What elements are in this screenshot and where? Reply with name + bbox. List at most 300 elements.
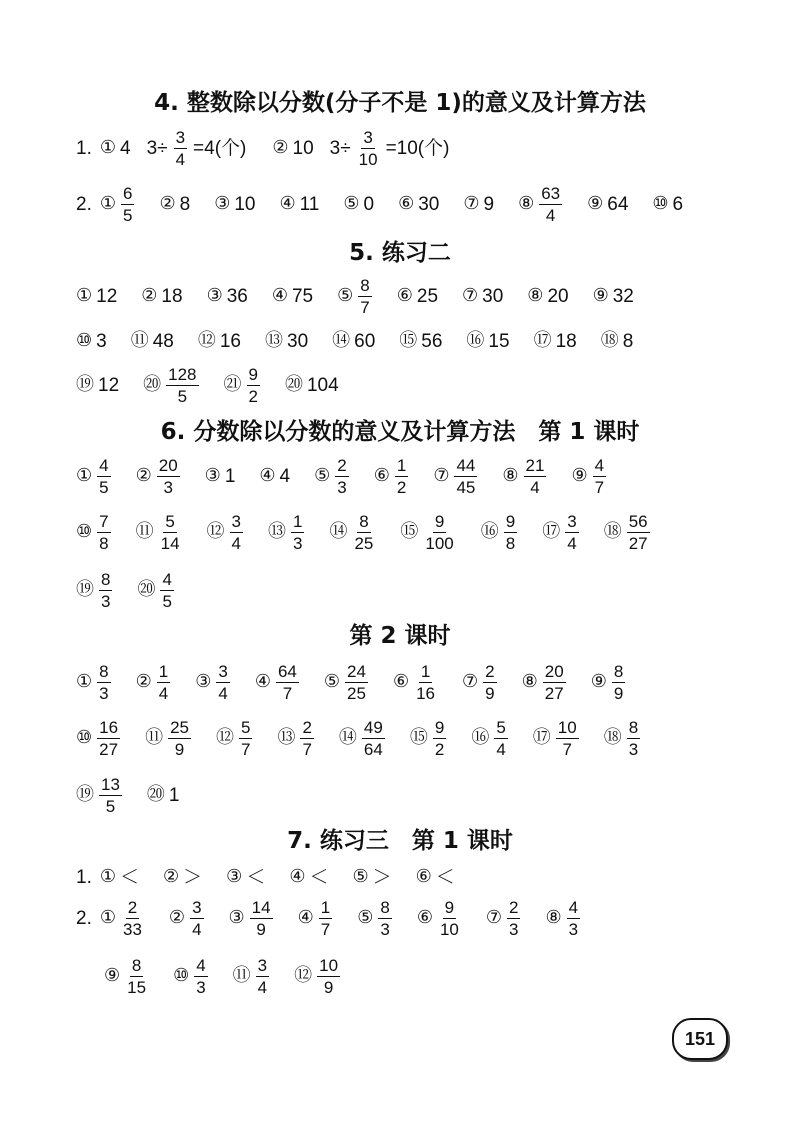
item-number: ⑭ bbox=[329, 521, 348, 542]
fraction-denominator: 7 bbox=[240, 739, 251, 759]
fraction-denominator: 27 bbox=[544, 683, 564, 703]
answer-row bbox=[76, 658, 650, 706]
fraction-denominator: 4 bbox=[257, 977, 268, 997]
fraction bbox=[160, 571, 173, 610]
answer-item bbox=[542, 513, 579, 552]
item-number: ④ bbox=[297, 907, 314, 928]
fraction-denominator: 27 bbox=[628, 533, 648, 553]
fraction-denominator: 4 bbox=[218, 683, 228, 703]
item-number: ⑪ bbox=[145, 727, 164, 748]
answer-item bbox=[265, 332, 308, 351]
fraction-denominator: 10 bbox=[439, 919, 459, 939]
answer-item bbox=[545, 899, 581, 938]
item-number: ⑫ bbox=[206, 521, 225, 542]
fraction-denominator: 10 bbox=[358, 149, 378, 169]
item-number: ⑬ bbox=[277, 727, 296, 748]
fraction-numerator: 21 bbox=[525, 455, 545, 475]
item-number: ④ bbox=[289, 866, 306, 887]
fraction-numerator: 8 bbox=[359, 511, 369, 531]
item-number: ① bbox=[99, 137, 116, 158]
fraction bbox=[454, 457, 477, 496]
item-number: ⑪ bbox=[135, 521, 154, 542]
item-number: ㉑ bbox=[223, 374, 242, 395]
fraction bbox=[627, 513, 650, 552]
item-number: ⑪ bbox=[232, 965, 251, 986]
fraction-numerator: 9 bbox=[444, 897, 455, 917]
item-number: ⑤ bbox=[314, 465, 331, 486]
question-label: 1. bbox=[76, 866, 92, 888]
item-number: ⑤ bbox=[343, 193, 360, 214]
fraction-numerator: 2 bbox=[302, 717, 312, 737]
fraction bbox=[335, 457, 348, 496]
answer-item bbox=[216, 719, 253, 758]
answer-item bbox=[136, 663, 172, 702]
fraction-denominator: 3 bbox=[628, 739, 639, 759]
fraction bbox=[593, 457, 606, 496]
answer-item bbox=[76, 457, 112, 496]
fraction-denominator: 2 bbox=[434, 739, 445, 759]
answer-item bbox=[481, 513, 518, 552]
fraction-denominator: 5 bbox=[123, 205, 133, 225]
item-number: ① bbox=[76, 671, 93, 692]
fraction-numerator: 5 bbox=[165, 511, 175, 531]
answer-item bbox=[314, 457, 350, 496]
fraction-denominator: 9 bbox=[323, 977, 334, 997]
item-number: ⑧ bbox=[518, 193, 535, 214]
item-number: ⑥ bbox=[398, 193, 415, 214]
fraction-denominator: 9 bbox=[613, 683, 624, 703]
item-number: ⑦ bbox=[463, 193, 480, 214]
fraction-denominator: 3 bbox=[509, 919, 519, 939]
fraction bbox=[190, 899, 203, 938]
fraction-denominator: 3 bbox=[293, 533, 303, 553]
answer-item bbox=[400, 513, 456, 552]
item-number: ⑤ bbox=[357, 907, 374, 928]
answer-item bbox=[343, 195, 374, 214]
item-number: ⑫ bbox=[215, 727, 234, 748]
item-number: ⑨ bbox=[104, 965, 121, 986]
answer-item bbox=[466, 332, 509, 351]
answer-row bbox=[76, 771, 204, 819]
answer-row bbox=[76, 566, 199, 614]
item-number: ④ bbox=[259, 465, 276, 486]
answer-item bbox=[534, 332, 577, 351]
item-number: ② bbox=[135, 671, 152, 692]
item-number: ④ bbox=[254, 671, 271, 692]
answer-item bbox=[169, 899, 205, 938]
item-number: ⑳ bbox=[146, 784, 165, 805]
fraction-numerator: 9 bbox=[434, 717, 445, 737]
fraction bbox=[168, 719, 191, 758]
answer-row bbox=[76, 317, 657, 365]
fraction bbox=[504, 513, 517, 552]
fraction bbox=[291, 513, 304, 552]
item-number: ⑫ bbox=[197, 330, 216, 351]
item-number: ⑧ bbox=[521, 671, 538, 692]
fraction-denominator: 3 bbox=[380, 919, 390, 939]
item-number: ⑩ bbox=[76, 330, 93, 351]
fraction-numerator: 44 bbox=[456, 455, 476, 475]
fraction-numerator: 2 bbox=[127, 897, 138, 917]
fraction-denominator: 4 bbox=[158, 683, 169, 703]
answer-value: 64 bbox=[607, 193, 629, 215]
answer-item bbox=[76, 776, 123, 815]
item-number: ⑥ bbox=[392, 671, 410, 692]
answer-value: 4 bbox=[279, 465, 291, 487]
answer-item bbox=[229, 899, 274, 938]
question-row bbox=[104, 952, 365, 1000]
answer-item bbox=[259, 467, 290, 486]
fraction-denominator: 25 bbox=[347, 683, 366, 703]
fraction-denominator: 25 bbox=[354, 533, 374, 553]
answer-value: 8 bbox=[622, 330, 634, 352]
answer-item bbox=[652, 195, 683, 214]
item-number: ⑭ bbox=[338, 727, 357, 748]
answer-item bbox=[593, 287, 634, 306]
fraction-denominator: 7 bbox=[594, 477, 605, 497]
item-number: ③ bbox=[195, 671, 212, 692]
answer-item bbox=[141, 287, 182, 306]
item-number: ⑱ bbox=[603, 521, 622, 542]
fraction bbox=[125, 957, 148, 996]
answer-value: 20 bbox=[547, 285, 569, 307]
item-number: ⑦ bbox=[485, 907, 503, 928]
fraction bbox=[97, 663, 110, 702]
answer-value: ＜ bbox=[246, 866, 266, 888]
fraction-numerator: 8 bbox=[99, 661, 109, 681]
fraction bbox=[612, 663, 625, 702]
fraction-numerator: 8 bbox=[628, 717, 639, 737]
fraction-denominator: 3 bbox=[99, 683, 109, 703]
fraction bbox=[99, 776, 122, 815]
fraction bbox=[378, 899, 391, 938]
fraction-denominator: 7 bbox=[302, 739, 312, 759]
fraction-numerator: 1 bbox=[293, 511, 303, 531]
fraction-denominator: 8 bbox=[505, 533, 516, 553]
answer-item bbox=[352, 868, 391, 887]
item-number: ⑧ bbox=[527, 285, 544, 306]
item-number: ⑥ bbox=[416, 907, 433, 928]
item-number: ⑪ bbox=[130, 330, 149, 351]
item-number: ⑭ bbox=[332, 330, 351, 351]
answer-item bbox=[136, 513, 183, 552]
fraction-denominator: 45 bbox=[456, 477, 476, 497]
fraction-numerator: 49 bbox=[363, 717, 383, 737]
answer-value: ＜ bbox=[435, 866, 455, 888]
answer-item bbox=[604, 719, 641, 758]
item-number: ② bbox=[141, 285, 158, 306]
question-row bbox=[76, 124, 475, 172]
fraction-numerator: 6 bbox=[123, 183, 133, 203]
item-number: ④ bbox=[279, 193, 296, 214]
answer-row bbox=[76, 714, 665, 762]
fraction-numerator: 20 bbox=[158, 455, 178, 475]
fraction-denominator: 9 bbox=[174, 739, 185, 759]
fraction-denominator: 9 bbox=[485, 683, 495, 703]
answer-item bbox=[76, 287, 117, 306]
fraction bbox=[423, 513, 455, 552]
fraction bbox=[395, 457, 408, 496]
answer-item bbox=[173, 957, 209, 996]
fraction-denominator: 3 bbox=[568, 919, 579, 939]
item-number: ⑰ bbox=[532, 727, 551, 748]
answer-item bbox=[131, 332, 174, 351]
answer-item bbox=[527, 287, 568, 306]
answer-value: 3 bbox=[96, 330, 107, 352]
section-heading: 7. 练习三 第 1 课时 bbox=[287, 828, 513, 854]
answer-item bbox=[324, 663, 369, 702]
fraction bbox=[157, 663, 170, 702]
question-label: 2. bbox=[76, 193, 92, 215]
fraction-numerator: 8 bbox=[360, 275, 370, 295]
answer-item bbox=[393, 663, 438, 702]
answer-item bbox=[76, 376, 119, 395]
item-number: ② bbox=[159, 193, 176, 214]
fraction bbox=[300, 719, 313, 758]
answer-item bbox=[100, 139, 131, 158]
fraction-numerator: 2 bbox=[337, 455, 347, 475]
fraction-numerator: 3 bbox=[363, 127, 373, 147]
fraction bbox=[433, 719, 446, 758]
answer-item bbox=[145, 719, 192, 758]
fraction-numerator: 3 bbox=[218, 661, 228, 681]
item-number: ⑳ bbox=[284, 374, 303, 395]
answer-item bbox=[233, 957, 270, 996]
answer-item bbox=[502, 457, 547, 496]
fraction-numerator: 4 bbox=[99, 455, 109, 475]
fraction-denominator: 3 bbox=[101, 591, 111, 611]
answer-item bbox=[604, 513, 651, 552]
answer-value: 60 bbox=[354, 330, 376, 352]
answer-value: 16 bbox=[219, 330, 241, 352]
item-number: ① bbox=[99, 907, 116, 928]
fraction-denominator: 4 bbox=[231, 533, 241, 553]
fraction-denominator: 5 bbox=[105, 796, 116, 816]
fraction bbox=[256, 957, 269, 996]
answer-item bbox=[76, 663, 112, 702]
item-number: ⑯ bbox=[471, 727, 490, 748]
fraction bbox=[358, 277, 371, 316]
fraction bbox=[97, 513, 110, 552]
fraction bbox=[250, 899, 273, 938]
answer-value: 75 bbox=[291, 285, 314, 307]
question-row bbox=[76, 180, 707, 228]
item-number: ⑲ bbox=[76, 784, 94, 805]
answer-item bbox=[294, 957, 341, 996]
answer-item bbox=[339, 719, 386, 758]
fraction-denominator: 7 bbox=[562, 739, 572, 759]
fraction-numerator: 25 bbox=[170, 717, 189, 737]
answer-value: ＜ bbox=[309, 866, 329, 888]
item-number: ⑳ bbox=[143, 374, 162, 395]
answer-item bbox=[76, 332, 107, 351]
question-label: 1. bbox=[76, 137, 92, 159]
fraction-numerator: 4 bbox=[162, 569, 172, 589]
fraction bbox=[567, 899, 580, 938]
item-number: ① bbox=[76, 285, 93, 306]
fraction-numerator: 1 bbox=[420, 661, 431, 681]
fraction bbox=[355, 129, 382, 168]
fraction bbox=[438, 899, 461, 938]
fraction-denominator: 14 bbox=[160, 533, 180, 553]
item-number: ⑥ bbox=[373, 465, 390, 486]
fraction bbox=[121, 185, 134, 224]
answer-item bbox=[285, 376, 339, 395]
fraction-numerator: 5 bbox=[240, 717, 251, 737]
fraction-denominator: 4 bbox=[175, 149, 186, 169]
question-row bbox=[76, 894, 605, 942]
answer-item bbox=[337, 277, 373, 316]
calculation-expression bbox=[145, 129, 249, 168]
answer-item bbox=[195, 663, 231, 702]
fraction-numerator: 9 bbox=[505, 511, 516, 531]
item-number: ⑮ bbox=[409, 727, 428, 748]
item-number: ③ bbox=[228, 907, 245, 928]
fraction bbox=[362, 719, 385, 758]
answer-value: 36 bbox=[226, 285, 248, 307]
answer-item bbox=[462, 287, 503, 306]
section-heading: 6. 分数除以分数的意义及计算方法 第 1 课时 bbox=[160, 419, 640, 445]
fraction bbox=[345, 663, 368, 702]
fraction-numerator: 56 bbox=[628, 511, 648, 531]
answer-item bbox=[279, 195, 319, 214]
fraction bbox=[239, 719, 252, 758]
fraction-numerator: 3 bbox=[175, 127, 186, 147]
fraction-numerator: 20 bbox=[544, 661, 564, 681]
item-number: ⑥ bbox=[415, 866, 432, 887]
fraction bbox=[494, 719, 507, 758]
fraction bbox=[121, 899, 144, 938]
question-label: 2. bbox=[76, 907, 92, 929]
item-number: ① bbox=[99, 193, 116, 214]
answer-row bbox=[76, 272, 658, 320]
item-number: ⑦ bbox=[462, 671, 479, 692]
answer-item bbox=[100, 185, 136, 224]
fraction bbox=[352, 513, 375, 552]
fraction-numerator: 1 bbox=[396, 455, 407, 475]
fraction bbox=[317, 957, 340, 996]
item-number: ⑤ bbox=[323, 671, 341, 692]
fraction-numerator: 10 bbox=[319, 955, 339, 975]
fraction-numerator: 8 bbox=[613, 661, 624, 681]
fraction-numerator: 14 bbox=[251, 897, 271, 917]
answer-item bbox=[298, 899, 334, 938]
fraction-denominator: 64 bbox=[363, 739, 383, 759]
fraction-denominator: 3 bbox=[163, 477, 173, 497]
answer-value: 30 bbox=[287, 330, 309, 352]
answer-value: 12 bbox=[96, 285, 118, 307]
answer-value: 15 bbox=[488, 330, 510, 352]
fraction-numerator: 5 bbox=[496, 717, 506, 737]
item-number: ⑱ bbox=[603, 727, 622, 748]
answer-item bbox=[398, 195, 439, 214]
fraction-numerator: 2 bbox=[509, 897, 519, 917]
fraction bbox=[230, 513, 243, 552]
answer-item bbox=[268, 513, 305, 552]
fraction-denominator: 7 bbox=[282, 683, 293, 703]
answer-item bbox=[272, 287, 313, 306]
fraction bbox=[507, 899, 520, 938]
answer-item bbox=[433, 457, 478, 496]
answer-item bbox=[374, 457, 410, 496]
fraction-denominator: 4 bbox=[530, 477, 540, 497]
answer-value: 18 bbox=[161, 285, 183, 307]
fraction-numerator: 7 bbox=[99, 511, 109, 531]
item-number: ⑩ bbox=[76, 521, 93, 542]
answer-value: ＞ bbox=[372, 866, 392, 888]
answer-value: 6 bbox=[672, 193, 684, 215]
answer-item bbox=[100, 868, 139, 887]
fraction-numerator: 4 bbox=[594, 455, 605, 475]
item-number: ⑱ bbox=[600, 330, 619, 351]
answer-item bbox=[76, 571, 113, 610]
answer-item bbox=[587, 195, 628, 214]
fraction-denominator: 5 bbox=[99, 477, 109, 497]
item-number: ③ bbox=[214, 193, 231, 214]
answer-item bbox=[329, 513, 376, 552]
fraction-denominator: 3 bbox=[337, 477, 347, 497]
item-number: ③ bbox=[206, 285, 223, 306]
fraction bbox=[524, 457, 547, 496]
answer-value: 18 bbox=[555, 330, 577, 352]
fraction-numerator: 8 bbox=[101, 569, 111, 589]
answer-value: ＞ bbox=[183, 866, 203, 888]
item-number: ⑰ bbox=[533, 330, 552, 351]
fraction-denominator: 4 bbox=[496, 739, 506, 759]
answer-item bbox=[277, 719, 314, 758]
fraction bbox=[166, 366, 198, 405]
fraction-numerator: 3 bbox=[257, 955, 268, 975]
answer-item bbox=[522, 663, 567, 702]
item-number: ⑰ bbox=[542, 521, 561, 542]
answer-item bbox=[518, 185, 563, 224]
answer-item bbox=[571, 457, 607, 496]
answer-item bbox=[399, 332, 442, 351]
item-number: ⑩ bbox=[652, 193, 669, 214]
answer-item bbox=[198, 332, 241, 351]
fraction bbox=[483, 663, 496, 702]
fraction bbox=[216, 663, 229, 702]
fraction-numerator: 8 bbox=[131, 955, 142, 975]
expression-result: =10(个) bbox=[385, 137, 450, 159]
fraction-denominator: 7 bbox=[360, 297, 370, 317]
fraction-denominator: 5 bbox=[162, 591, 172, 611]
fraction bbox=[565, 513, 578, 552]
answer-value: 9 bbox=[483, 193, 495, 215]
item-number: ⑮ bbox=[400, 521, 419, 542]
answer-item bbox=[104, 957, 149, 996]
fraction-numerator: 4 bbox=[196, 955, 206, 975]
fraction-denominator: 7 bbox=[320, 919, 331, 939]
answer-row bbox=[76, 361, 363, 409]
answer-value: 10 bbox=[292, 137, 314, 159]
fraction-denominator: 15 bbox=[127, 977, 147, 997]
item-number: ③ bbox=[204, 465, 221, 486]
item-number: ⑯ bbox=[466, 330, 485, 351]
item-number: ⑨ bbox=[592, 285, 609, 306]
item-number: ② bbox=[168, 907, 186, 928]
fraction-denominator: 5 bbox=[177, 386, 188, 406]
answer-item bbox=[159, 195, 190, 214]
fraction-denominator: 33 bbox=[123, 919, 142, 939]
item-number: ② bbox=[163, 866, 180, 887]
answer-item bbox=[76, 513, 112, 552]
section-heading: 4. 整数除以分数(分子不是 1)的意义及计算方法 bbox=[154, 90, 646, 116]
fraction-numerator: 2 bbox=[485, 661, 495, 681]
fraction-denominator: 4 bbox=[192, 919, 202, 939]
answer-item bbox=[147, 786, 180, 805]
answer-value: 10 bbox=[234, 193, 256, 215]
